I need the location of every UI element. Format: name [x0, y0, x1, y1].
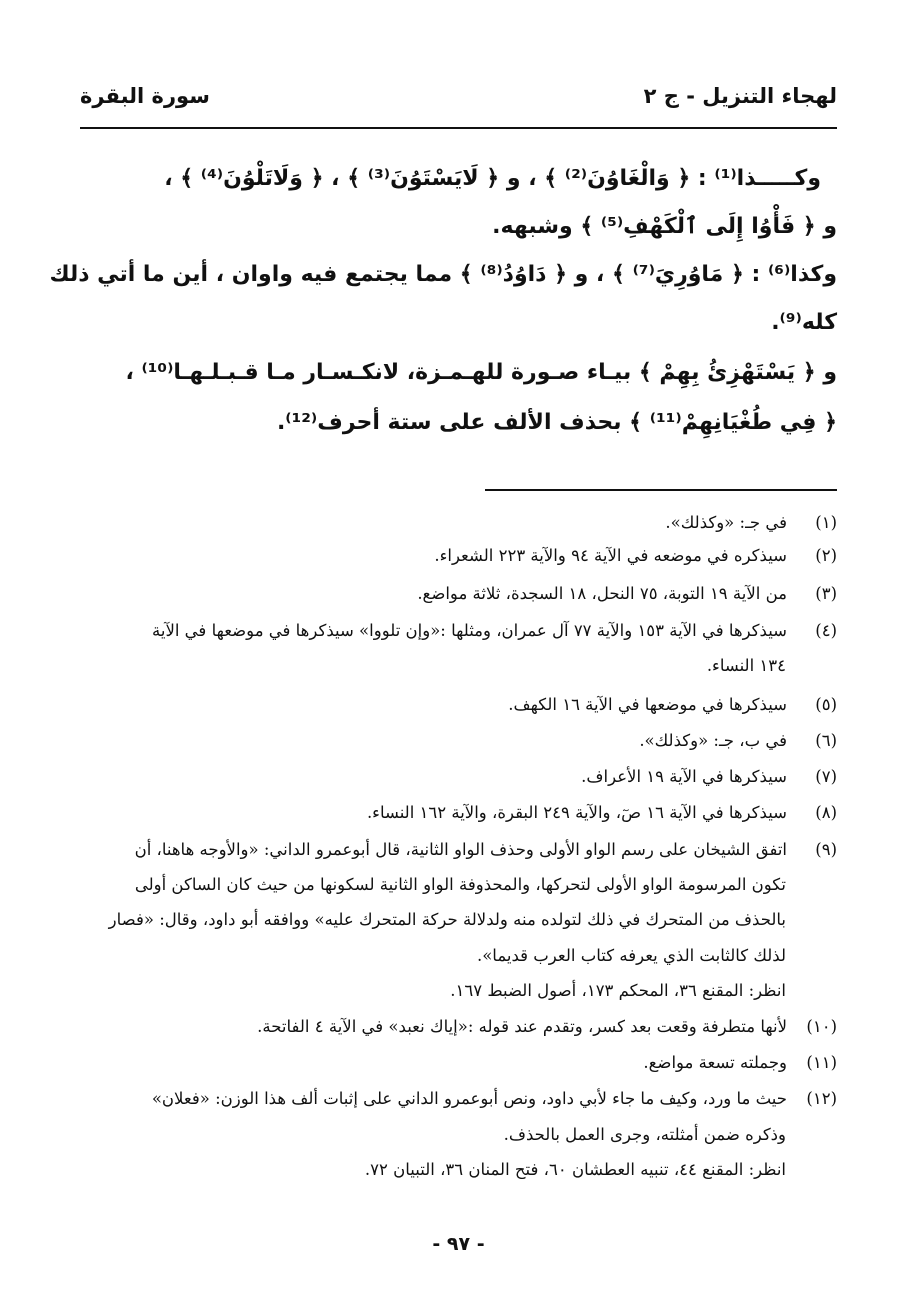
footnote-number: (٣): [815, 584, 837, 603]
footnote-number: (٥): [815, 695, 837, 714]
footnote-9: [80, 840, 837, 859]
footnote-number: (٢): [815, 546, 837, 565]
book-title: لهجاء التنزيل - ج ٢: [643, 84, 837, 108]
footnote-text: حيث ما ورد، وكيف ما جاء لأبي داود، ونص أبوعمرو الداني على إثبات ألف هذا الوزن: «فعلان»: [151, 1089, 787, 1108]
footnote-number: (٩): [815, 840, 837, 859]
footnote-12-cont-1: وذكره ضمن أمثلته، وجرى العمل بالحذف.: [503, 1125, 786, 1144]
footnote-number: (١): [815, 513, 837, 532]
main-line-4: كله⁽⁹⁾.: [771, 310, 837, 335]
main-line-6: ﴿ فِي طُغْيَانِهِمْ⁽¹¹⁾ ﴾ بحذف الألف على ستة أحرف⁽¹²⁾.: [276, 410, 837, 435]
footnote-5: [80, 695, 837, 714]
footnote-text: من الآية ١٩ التوبة، ٧٥ النحل، ١٨ السجدة، ثلاثة مواضع.: [417, 584, 787, 603]
footnote-text: سيذكرها في الآية ١٦ صٓ، والآية ٢٤٩ البقرة، والآية ١٦٢ النساء.: [366, 803, 787, 822]
footnote-separator: [485, 489, 837, 491]
footnote-4-cont: ١٣٤ النساء.: [706, 656, 786, 675]
footnote-text: سيذكره في موضعه في الآية ٩٤ والآية ٢٢٣ الشعراء.: [434, 546, 787, 565]
main-line-3: وكذا⁽⁶⁾ : ﴿ مَاوُرِيَ⁽⁷⁾ ﴾ ، و ﴿ دَاوُدُ⁽⁸⁾ ﴾ مما يجتمع فيه واوان ، أين ما أتي ذلك: [49, 262, 837, 287]
page-header: [80, 84, 837, 120]
footnote-text: سيذكرها في الآية ١٥٣ والآية ٧٧ آل عمران، ومثلها :«وإن تلووا» سيذكرها في موضعها في الآية: [152, 621, 787, 640]
footnote-6: [80, 731, 837, 750]
footnote-2: [80, 546, 837, 565]
footnote-number: (١١): [806, 1053, 837, 1072]
footnote-number: (٧): [815, 767, 837, 786]
footnote-text: في ب، جـ: «وكذلك».: [639, 731, 787, 750]
main-line-5: و ﴿ يَسْتَهْزِئُ بِهِمْ ﴾ بيـاء صـورة للهـمـزة، لانكـسـار مـا قـبـلـهـا⁽¹⁰⁾ ،: [125, 360, 837, 385]
footnote-text: في جـ: «وكذلك».: [665, 513, 787, 532]
footnote-3: [80, 584, 837, 603]
footnote-4: [80, 621, 837, 640]
header-rule: [80, 127, 837, 129]
page-number: - ٩٧ -: [432, 1233, 485, 1255]
footnote-9-cont-4: انظر: المقنع ٣٦، المحكم ١٧٣، أصول الضبط ١٦٧.: [450, 981, 786, 1000]
footnote-text: وجملته تسعة مواضع.: [643, 1053, 787, 1072]
footnote-number: (١٠): [806, 1017, 837, 1036]
footnote-text: سيذكرها في الآية ١٩ الأعراف.: [581, 767, 787, 786]
footnote-number: (٦): [815, 731, 837, 750]
footnote-9-cont-1: تكون المرسومة الواو الأولى لتحركها، والمحذوفة الواو الثانية لسكونها من حيث كان الساكن أولى: [134, 875, 786, 894]
footnote-text: لأنها متطرفة وقعت بعد كسر، وتقدم عند قوله :«إياك نعبد» في الآية ٤ الفاتحة.: [257, 1017, 787, 1036]
footnote-12-cont-2: انظر: المقنع ٤٤، تنبيه العطشان ٦٠، فتح المنان ٣٦، التبيان ٧٢.: [364, 1160, 786, 1179]
footnote-number: (١٢): [806, 1089, 837, 1108]
footnote-9-cont-2: بالحذف من المتحرك في ذلك لتولده منه ولدلالة حركة المتحرك عليه» ووافقه أبو داود، وقال: «فصار: [108, 910, 786, 929]
footnote-7: [80, 767, 837, 786]
surah-title: سورة البقرة: [80, 84, 210, 108]
footnote-number: (٤): [815, 621, 837, 640]
footnote-10: [80, 1017, 837, 1036]
footnote-8: [80, 803, 837, 822]
footnote-number: (٨): [815, 803, 837, 822]
footnote-text: سيذكرها في موضعها في الآية ١٦ الكهف.: [508, 695, 787, 714]
footnote-9-cont-3: لذلك كالثابت الذي يعرفه كتاب العرب قديما».: [476, 946, 786, 965]
footnote-1: [80, 513, 837, 532]
footnote-11: [80, 1053, 837, 1072]
main-line-1: وكـــــذا⁽¹⁾ : ﴿ وَالْغَاوُنَ⁽²⁾ ﴾ ، و ﴿ لَايَسْتَوُنَ⁽³⁾ ﴾ ، ﴿ وَلَاتَلْوُنَ⁽⁴⁾ ﴾ ،: [164, 166, 821, 191]
footnote-12: [80, 1089, 837, 1108]
main-line-2: و ﴿ فَأْوُا إِلَى ٱلْكَهْفِ⁽⁵⁾ ﴾ وشبهه.: [492, 214, 837, 239]
footnote-text: اتفق الشيخان على رسم الواو الأولى وحذف الواو الثانية، قال أبوعمرو الداني: «والأوجه هاهنا، أن: [134, 840, 787, 859]
